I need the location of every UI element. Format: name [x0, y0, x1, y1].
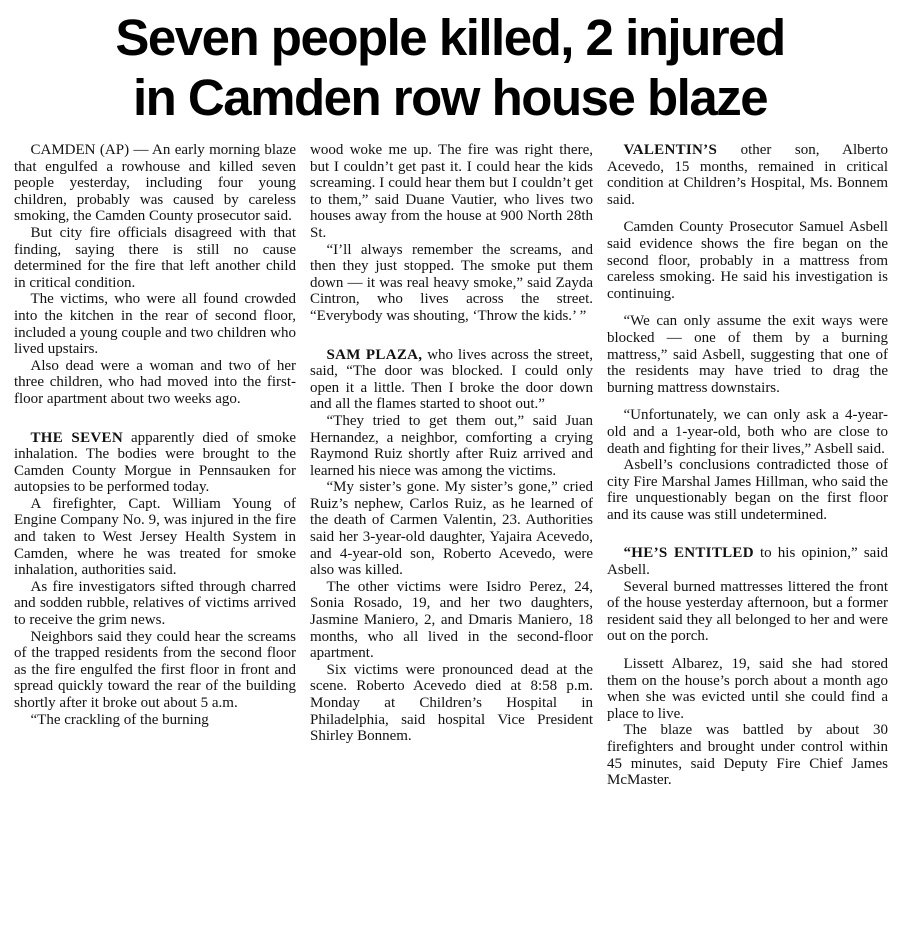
paragraph [310, 479, 593, 579]
article-column-2 [310, 142, 593, 789]
paragraph-text: Neighbors said they could hear the screams of the trapped residents from the second floor as the fire engulfed the first floor in front and spread quickly toward the rear of the building shortly after it broke out about 5 a.m. [14, 628, 296, 711]
paragraph [310, 413, 593, 479]
paragraph-text: CAMDEN (AP) — An early morning blaze that engulfed a rowhouse and killed seven people yesterday, including four young children, probably was caused by careless smoking, the Camden County prosecutor said. [14, 142, 296, 225]
paragraph-lead-in: SAM PLAZA, [326, 346, 423, 363]
paragraph-text: As fire investigators sifted through charred and sodden rubble, relatives of victims arrived to receive the grim news. [14, 578, 296, 629]
paragraph-text: Asbell’s conclusions contradicted those of city Fire Marshal James Hillman, who said the fire unquestionably began on the first floor and its cause was still undetermined. [607, 457, 888, 523]
headline [14, 0, 886, 128]
paragraph-text: The victims, who were all found crowded into the kitchen in the rear of second floor, included a young couple and two children who lived upstairs. [14, 291, 296, 358]
paragraph [14, 291, 296, 357]
paragraph [607, 219, 888, 302]
paragraph-text: A firefighter, Capt. William Young of Engine Company No. 9, was injured in the fire and taken to West Jersey Health System in Camden, where he was treated for smoke inhalation, authorities said. [14, 495, 296, 579]
article-column-1 [14, 142, 296, 789]
paragraph [607, 656, 888, 722]
headline-line-1: Seven people killed, 2 injured [115, 9, 785, 66]
paragraph [14, 579, 296, 629]
paragraph [14, 712, 296, 729]
paragraph [607, 722, 888, 788]
paragraph-text: “They tried to get them out,” said Juan Hernandez, a neighbor, comforting a crying Raymond Ruiz shortly after Ruiz arrived and learned his niece was among the victims. [310, 412, 593, 479]
paragraph [14, 142, 296, 225]
paragraph [310, 347, 593, 413]
paragraph [607, 579, 888, 645]
paragraph-text: “My sister’s gone. My sister’s gone,” cried Ruiz’s nephew, Carlos Ruiz, as he learned of the death of Carmen Valentin, 23. Authorities said her 3-year-old daughter, Yajaira Acevedo, and 4-year-old son, Roberto Acevedo, were also was killed. [310, 479, 593, 579]
paragraph [14, 430, 296, 496]
paragraph [310, 142, 593, 242]
paragraph-text: Lissett Albarez, 19, said she had stored them on the house’s porch about a month ago when she was evicted until she could find a place to live. [607, 656, 888, 722]
paragraph-text: “We can only assume the exit ways were blocked — one of them by a burning mattress,” said Asbell, suggesting that one of the residents may have tried to drag the burning mattress downstairs. [607, 313, 888, 396]
paragraph-lead-in: VALENTIN’S [623, 142, 718, 158]
paragraph-text: Also dead were a woman and two of her three children, who had moved into the first-floor apartment about two weeks ago. [14, 357, 296, 407]
paragraph-text: “The crackling of the burning [30, 711, 209, 728]
paragraph-text: apparently died of smoke inhalation. The bodies were brought to the Camden County Morgue in Pennsauken for autopsies to be performed today. [14, 429, 296, 496]
paragraph-text: Several burned mattresses littered the front of the house yesterday afternoon, but a former resident said they all belonged to her and were out on the porch. [607, 578, 888, 645]
paragraph-text: The other victims were Isidro Perez, 24, Sonia Rosado, 19, and her two daughters, Jasmine Maniero, 2, and Dmaris Maniero, 18 months, who all lived in the second-floor apartment. [310, 578, 593, 662]
paragraph [607, 407, 888, 457]
paragraph [14, 496, 296, 579]
paragraph-text: But city fire officials disagreed with that finding, saying there is still no cause determined for the fire that left another child in critical condition. [14, 224, 296, 291]
paragraph-text: “I’ll always remember the screams, and then they just stopped. The smoke put them down — it was real heavy smoke,” said Zayda Cintron, who lives across the street. “Everybody was shouting, ‘Throw the kids.’ ” [310, 241, 593, 324]
paragraph [14, 358, 296, 408]
paragraph [607, 545, 888, 578]
paragraph-lead-in: “HE’S ENTITLED [623, 545, 754, 562]
paragraph [14, 225, 296, 291]
paragraph-lead-in: THE SEVEN [30, 429, 123, 446]
paragraph-text: to his opinion,” said Asbell. [607, 545, 888, 579]
article-column-3 [607, 142, 888, 789]
paragraph-text: who lives across the street, said, “The door was blocked. I could only open it a little. Then I broke the door down and all the flames started to shoot out.” [310, 346, 594, 413]
paragraph-text: “Unfortunately, we can only ask a 4-year-old and a 1-year-old, both who are close to death and fighting for their lives,” Asbell said. [607, 407, 888, 457]
article-body [14, 142, 886, 789]
paragraph-text: Six victims were pronounced dead at the scene. Roberto Acevedo died at 8:58 p.m. Monday at Children’s Hospital in Philadelphia, said hospital Vice President Shirley Bonnem. [310, 661, 593, 745]
paragraph-text: Camden County Prosecutor Samuel Asbell said evidence shows the fire began on the second floor, probably in a mattress from careless smoking. He said his investigation is continuing. [607, 219, 888, 302]
paragraph [607, 313, 888, 396]
paragraph-text: other son, Alberto Acevedo, 15 months, remained in critical condition at Children’s Hospital, Ms. Bonnem said. [607, 142, 888, 208]
paragraph [310, 242, 593, 325]
paragraph [14, 629, 296, 712]
paragraph [310, 579, 593, 662]
headline-line-2: in Camden row house blaze [132, 69, 768, 126]
paragraph [607, 142, 888, 208]
paragraph-text: The blaze was battled by about 30 firefighters and brought under control within 45 minutes, said Deputy Fire Chief James McMaster. [607, 722, 888, 789]
paragraph [310, 662, 593, 745]
paragraph-text: wood woke me up. The fire was right there, but I couldn’t get past it. I could hear the kids screaming. I could hear them but I couldn’t get to them,” said Duane Vautier, who lives two houses away from the house at 900 North 28th St. [310, 142, 593, 241]
paragraph [607, 457, 888, 523]
